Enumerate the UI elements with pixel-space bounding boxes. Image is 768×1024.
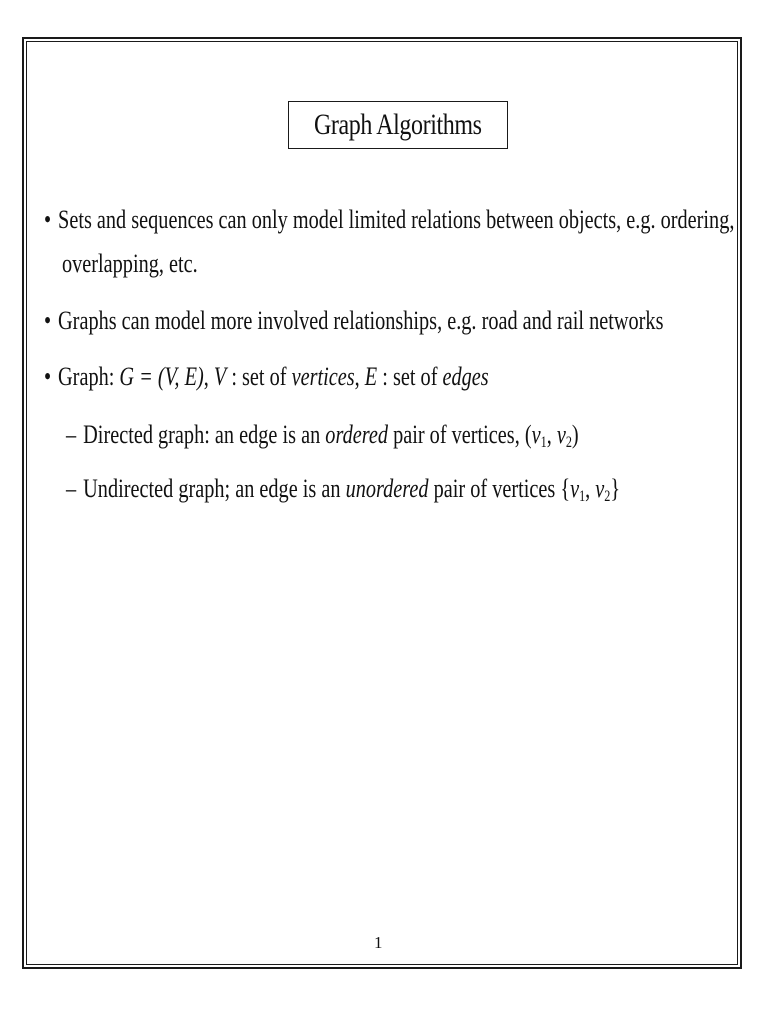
math-comma: , xyxy=(546,420,557,449)
math-close-paren: ) xyxy=(571,420,579,449)
separator: , xyxy=(203,362,214,391)
sub-bullet-marker: – xyxy=(66,474,77,503)
sub-bullet-marker: – xyxy=(66,420,77,449)
sub-bullet-2-before: Undirected graph; an edge is an xyxy=(83,474,346,503)
bullet-marker: • xyxy=(44,306,52,335)
bullet-marker: • xyxy=(44,205,52,234)
sub-bullet-1-after: pair of vertices, xyxy=(388,420,525,449)
math-e: E xyxy=(364,362,378,391)
math-open-brace: { xyxy=(560,474,571,503)
math-v1: v xyxy=(531,420,541,449)
math-sub-2: 2 xyxy=(604,488,611,505)
page-number: 1 xyxy=(374,933,383,952)
math-graph-definition: G = (V, E) xyxy=(119,362,204,391)
math-sub-2: 2 xyxy=(565,434,572,451)
math-v2: v xyxy=(556,420,566,449)
bullet-1-line-2: overlapping, etc. xyxy=(62,249,198,278)
term-vertices: vertices xyxy=(291,362,355,391)
bullet-1 xyxy=(44,205,734,235)
math-sub-1: 1 xyxy=(579,488,586,505)
math-v1: v xyxy=(570,474,580,503)
slide-title: Graph Algorithms xyxy=(313,108,482,141)
sub-bullet-1-before: Directed graph: an edge is an xyxy=(83,420,326,449)
math-v2: v xyxy=(595,474,605,503)
title-box xyxy=(288,101,508,149)
bullet-2-text: Graphs can model more involved relationships, e.g. road and rail networks xyxy=(58,306,664,335)
sub-bullet-2 xyxy=(66,474,620,512)
text-v: : set of xyxy=(226,362,292,391)
bullet-1-line-1: Sets and sequences can only model limited relations between objects, e.g. ordering, xyxy=(58,205,735,234)
bullet-marker: • xyxy=(44,362,52,391)
term-ordered: ordered xyxy=(325,420,389,449)
math-comma: , xyxy=(585,474,596,503)
sub-bullet-2-after: pair of vertices xyxy=(428,474,561,503)
math-v: V xyxy=(213,362,227,391)
sub-bullet-1 xyxy=(66,420,579,458)
separator: , xyxy=(354,362,365,391)
bullet-3-prefix: Graph: xyxy=(58,362,120,391)
bullet-3 xyxy=(44,362,489,392)
math-open-paren: ( xyxy=(524,420,532,449)
bullet-1-continuation xyxy=(62,249,198,279)
math-close-brace: } xyxy=(610,474,621,503)
term-edges: edges xyxy=(442,362,489,391)
text-e: : set of xyxy=(377,362,443,391)
math-sub-1: 1 xyxy=(540,434,547,451)
term-unordered: unordered xyxy=(345,474,429,503)
bullet-2 xyxy=(44,306,663,336)
